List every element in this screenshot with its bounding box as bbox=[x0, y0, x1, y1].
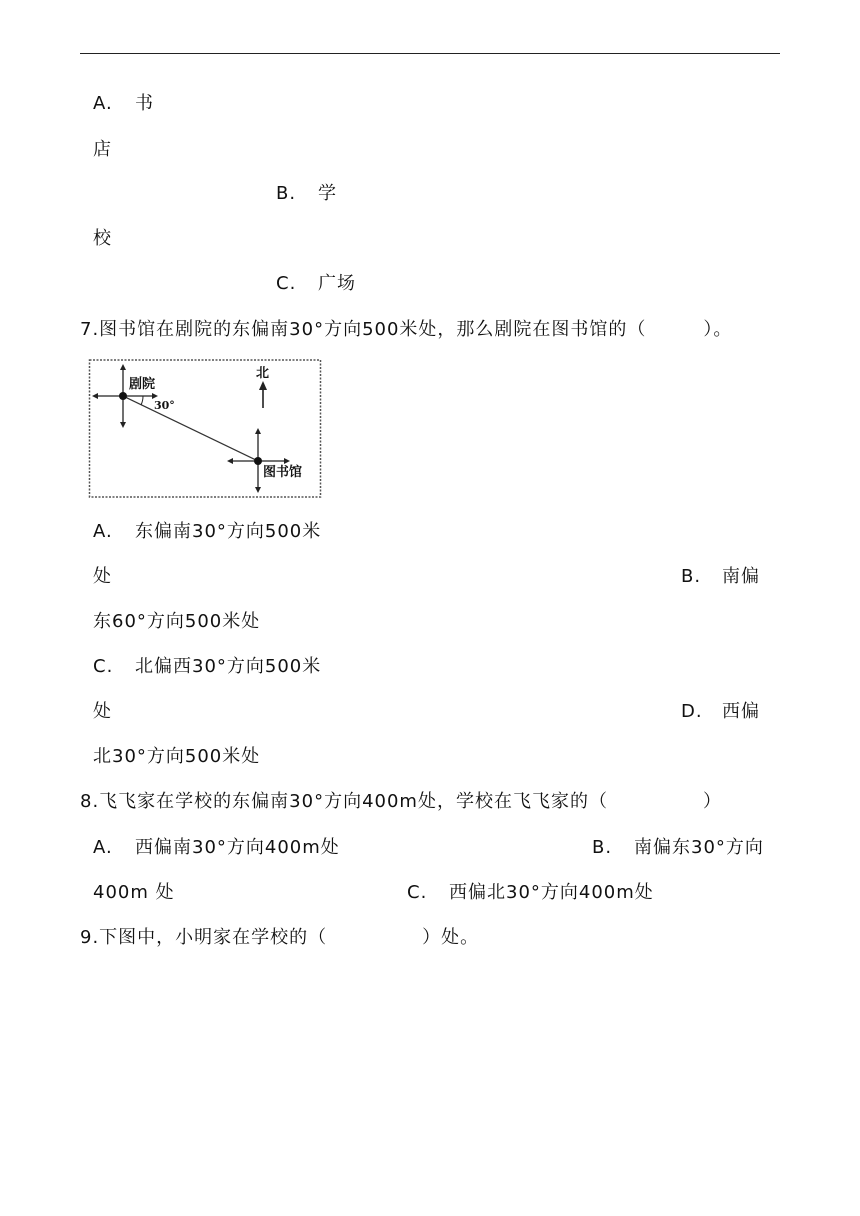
q7-option-b-text-cont: 东60°方向500米处 bbox=[93, 611, 261, 632]
q7-option-c-text: 北偏西30°方向500米 bbox=[135, 656, 322, 677]
label-north: 北 bbox=[256, 366, 270, 381]
q8-option-a-text: 西偏南30°方向400m处 bbox=[135, 837, 340, 858]
q6-option-b-text-cont: 校 bbox=[93, 228, 112, 249]
label-library: 图书馆 bbox=[263, 465, 303, 480]
q6-option-a-text-cont: 店 bbox=[93, 139, 112, 160]
label-theater: 剧院 bbox=[129, 377, 156, 392]
q6-option-b-text: 学 bbox=[318, 183, 337, 204]
q8-option-c-letter: C. bbox=[407, 882, 428, 903]
q8-option-b-text: 南偏东30°方向 bbox=[634, 837, 764, 858]
q6-option-c-text: 广场 bbox=[318, 273, 356, 294]
q8-option-b-letter: B. bbox=[592, 837, 613, 858]
label-angle: 30° bbox=[154, 399, 175, 412]
q7-option-c-letter: C. bbox=[93, 656, 114, 677]
q6-option-a-letter: A. bbox=[93, 93, 113, 114]
header-rule bbox=[80, 53, 780, 54]
theater-point bbox=[119, 392, 127, 400]
q6-option-c-letter: C. bbox=[276, 273, 297, 294]
q7-option-d-letter: D. bbox=[681, 701, 703, 722]
q7-option-a-letter: A. bbox=[93, 521, 113, 542]
q7-option-a-text-cont: 处 bbox=[93, 566, 112, 587]
q7-option-d-text-cont: 北30°方向500米处 bbox=[93, 746, 261, 767]
q7-option-a-text: 东偏南30°方向500米 bbox=[135, 521, 322, 542]
direction-diagram bbox=[88, 358, 322, 500]
q8-option-c-text: 西偏北30°方向400m处 bbox=[449, 882, 654, 903]
q7-option-b-letter: B. bbox=[681, 566, 702, 587]
q7-option-b-text: 南偏 bbox=[722, 566, 760, 587]
q9-stem: 9.下图中，小明家在学校的（ ）处。 bbox=[80, 927, 480, 948]
q8-stem: 8.飞飞家在学校的东偏南30°方向400m处，学校在飞飞家的（ ） bbox=[80, 791, 722, 812]
q7-option-c-text-cont: 处 bbox=[93, 701, 112, 722]
q7-option-d-text: 西偏 bbox=[722, 701, 760, 722]
q6-option-a-text: 书 bbox=[135, 93, 154, 114]
library-point bbox=[254, 457, 262, 465]
q8-option-b-text-cont: 400m 处 bbox=[93, 882, 175, 903]
q8-option-a-letter: A. bbox=[93, 837, 113, 858]
q6-option-b-letter: B. bbox=[276, 183, 297, 204]
q7-stem: 7.图书馆在剧院的东偏南30°方向500米处，那么剧院在图书馆的（ ）。 bbox=[80, 319, 733, 340]
